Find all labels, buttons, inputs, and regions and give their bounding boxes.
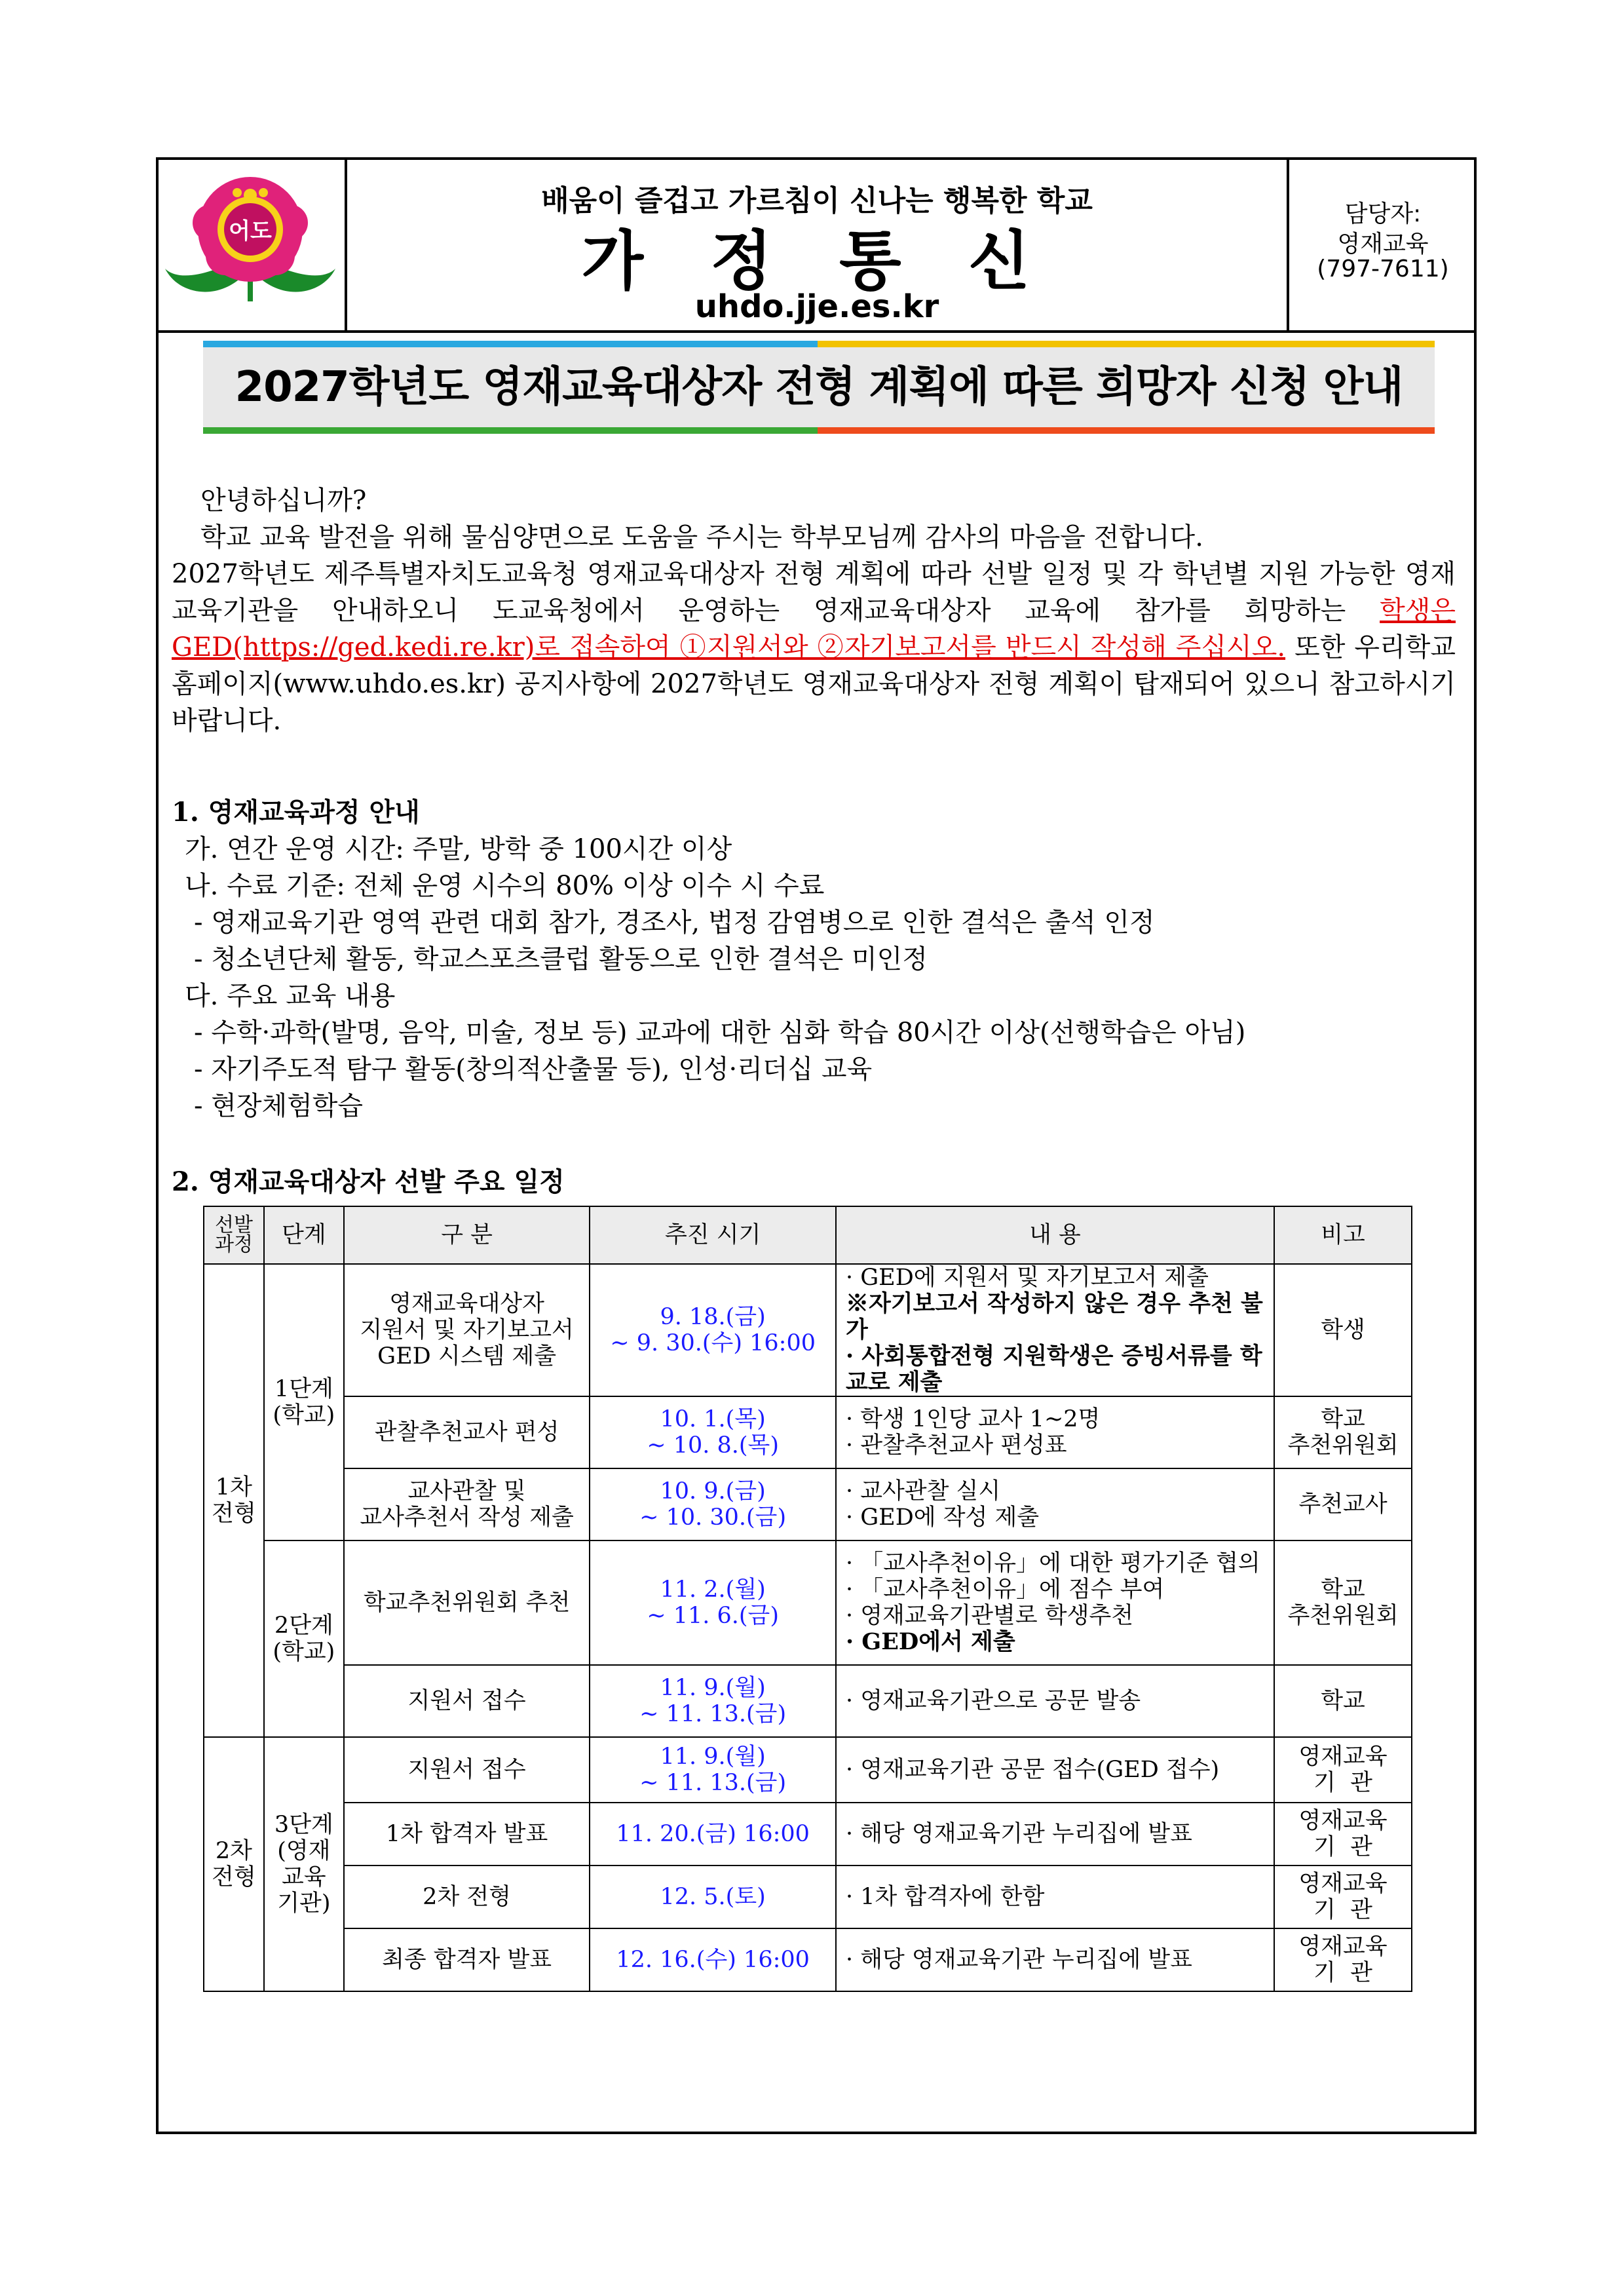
date-cell: 10. 1.(목) ~ 10. 8.(목) (590, 1396, 836, 1468)
section1-title: 1. 영재교육과정 안내 (172, 797, 420, 828)
intro-para-highlight: 학생은 GED(https://ged.kedi.re.kr)로 접속하여 ①지원서와 ②자기보고서를 반드시 작성해 주십시오. (172, 596, 1456, 662)
step-cell: 3단계 (영재 교육 기관) (264, 1737, 344, 1991)
greeting: 안녕하십니까? (200, 486, 367, 516)
date-cell: 9. 18.(금) ~ 9. 30.(수) 16:00 (590, 1264, 836, 1396)
note-cell: 영재교육 기 관 (1274, 1737, 1412, 1803)
content-cell: · 해당 영재교육기관 누리집에 발표 (836, 1803, 1274, 1866)
division-cell: 영재교육대상자 지원서 및 자기보고서 GED 시스템 제출 (344, 1264, 590, 1396)
date-cell: 11. 2.(월) ~ 11. 6.(금) (590, 1540, 836, 1665)
table-row (204, 1468, 1412, 1540)
content-cell: · 해당 영재교육기관 누리집에 발표 (836, 1928, 1274, 1991)
note-cell: 학교 추천위원회 (1274, 1396, 1412, 1468)
notice-banner: 2027학년도 영재교육대상자 전형 계획에 따른 희망자 신청 안내 (203, 347, 1435, 427)
section1-line: 나. 수료 기준: 전체 운영 시수의 80% 이상 이수 시 수료 (185, 871, 825, 901)
note-cell: 학교 추천위원회 (1274, 1540, 1412, 1665)
date-cell: 11. 20.(금) 16:00 (590, 1803, 836, 1866)
note-cell: 영재교육 기 관 (1274, 1803, 1412, 1866)
header-cell: 구 분 (344, 1206, 590, 1264)
note-cell: 학생 (1274, 1264, 1412, 1396)
header-cell: 비고 (1274, 1206, 1412, 1264)
school-url: uhdo.jje.es.kr (694, 288, 939, 325)
division-cell: 1차 합격자 발표 (344, 1803, 590, 1866)
note-cell: 영재교육 기 관 (1274, 1866, 1412, 1928)
stage-cell: 2차 전형 (204, 1737, 264, 1991)
division-cell: 관찰추천교사 편성 (344, 1396, 590, 1468)
content-line: ※자기보고서 작성하지 않은 경우 추천 불가 (845, 1290, 1263, 1343)
school-logo (156, 157, 347, 330)
content-line: · 교사관찰 실시 (845, 1478, 1001, 1504)
school-slogan: 배움이 즐겁고 가르침이 신나는 행복한 학교 (541, 184, 1093, 218)
section1-line: 다. 주요 교육 내용 (185, 981, 396, 1011)
section1-line: - 현장체험학습 (194, 1091, 364, 1121)
date-cell: 10. 9.(금) ~ 10. 30.(금) (590, 1468, 836, 1540)
table-row (204, 1866, 1412, 1928)
header-cell: 내 용 (836, 1206, 1274, 1264)
bottom-bar-orange (818, 427, 1435, 434)
top-bar-yellow (818, 341, 1435, 347)
section1-line: - 영재교육기관 영역 관련 대회 참가, 경조사, 법정 감염병으로 인한 결석은 출석 인정 (194, 908, 1155, 938)
contact-dept: 영재교육 (1337, 231, 1429, 258)
content-cell (836, 1468, 1274, 1540)
header-cell: 선발 과정 (204, 1206, 264, 1264)
content-cell: · 1차 합격자에 한함 (836, 1866, 1274, 1928)
content-line: · 사회통합전형 지원학생은 증빙서류를 학교로 제출 (845, 1343, 1262, 1396)
date-cell: 11. 9.(월) ~ 11. 13.(금) (590, 1665, 836, 1737)
step-cell: 1단계 (학교) (264, 1264, 344, 1540)
content-line: · 관찰추천교사 편성표 (845, 1432, 1067, 1459)
logo-text: 어도 (229, 218, 272, 244)
stage-cell: 1차 전형 (204, 1264, 264, 1737)
content-line: · 영재교육기관별로 학생추천 (845, 1603, 1134, 1629)
section1-line: 가. 연간 운영 시간: 주말, 방학 중 100시간 이상 (185, 834, 732, 864)
section1-line: - 청소년단체 활동, 학교스포츠클럽 활동으로 인한 결석은 미인정 (194, 944, 928, 974)
step-cell: 2단계 (학교) (264, 1540, 344, 1737)
table-row (204, 1928, 1412, 1991)
page-title: 가 정 통 신 (581, 224, 1053, 299)
content-line: · GED에 지원서 및 자기보고서 제출 (845, 1265, 1209, 1291)
content-line: · 「교사추천이유」에 대한 평가기준 협의 (845, 1550, 1260, 1577)
note-cell: 추천교사 (1274, 1468, 1412, 1540)
content-cell (836, 1540, 1274, 1665)
division-cell: 2차 전형 (344, 1866, 590, 1928)
content-cell: · 영재교육기관으로 공문 발송 (836, 1665, 1274, 1737)
table-row (204, 1396, 1412, 1468)
section1-line: - 수학·과학(발명, 음악, 미술, 정보 등) 교과에 대한 심화 학습 80시간 이상(선행학습은 아님) (194, 1018, 1246, 1048)
division-cell: 지원서 접수 (344, 1665, 590, 1737)
section1-line: - 자기주도적 탐구 활동(창의적산출물 등), 인성·리더십 교육 (194, 1054, 873, 1084)
table-row (204, 1540, 1412, 1665)
contact-box (1287, 157, 1477, 330)
date-cell: 12. 5.(토) (590, 1866, 836, 1928)
content-line: · 학생 1인당 교사 1~2명 (845, 1406, 1101, 1432)
intro-paragraph (172, 556, 1456, 739)
date-cell: 12. 16.(수) 16:00 (590, 1928, 836, 1991)
table-row (204, 1264, 1412, 1396)
division-cell: 교사관찰 및 교사추천서 작성 제출 (344, 1468, 590, 1540)
intro-para-start: 2027학년도 제주특별자치도교육청 영재교육대상자 전형 계획에 따라 선발 일정 및 각 학년별 지원 가능한 영재교육기관을 안내하오니 도교육청에서 운영하는 영재교육대상자 교육에 참가를 희망하는 (172, 559, 1456, 626)
date-cell: 11. 9.(월) ~ 11. 13.(금) (590, 1737, 836, 1803)
content-line: · GED에서 제출 (845, 1628, 1015, 1655)
division-cell: 지원서 접수 (344, 1737, 590, 1803)
content-line: · GED에 작성 제출 (845, 1504, 1040, 1531)
newsletter-header (156, 157, 1477, 333)
bottom-bar-green (203, 427, 818, 434)
note-cell: 영재교육 기 관 (1274, 1928, 1412, 1991)
table-header-row (204, 1206, 1412, 1264)
contact-label: 담당자: (1344, 201, 1422, 227)
intro-para-end: 또한 우리학교 홈페이지(www.uhdo.es.kr) 공지사항에 2027학년도 영재교육대상자 전형 계획이 탑재되어 있으니 참고하시기 바랍니다. (172, 632, 1456, 736)
content-cell (836, 1264, 1274, 1396)
table-row (204, 1665, 1412, 1737)
content-line: · 「교사추천이유」에 점수 부여 (845, 1577, 1165, 1603)
table-row (204, 1737, 1412, 1803)
table-row (204, 1803, 1412, 1866)
content-cell: · 영재교육기관 공문 접수(GED 접수) (836, 1737, 1274, 1803)
header-cell: 추진 시기 (590, 1206, 836, 1264)
schedule-table (203, 1206, 1412, 1992)
top-bar-blue (203, 341, 818, 347)
division-cell: 최종 합격자 발표 (344, 1928, 590, 1991)
content-cell (836, 1396, 1274, 1468)
header-cell: 단계 (264, 1206, 344, 1264)
intro-line: 학교 교육 발전을 위해 물심양면으로 도움을 주시는 학부모님께 감사의 마음을 전합니다. (200, 522, 1203, 552)
note-cell: 학교 (1274, 1665, 1412, 1737)
contact-phone: (797-7611) (1317, 256, 1449, 282)
division-cell: 학교추천위원회 추천 (344, 1540, 590, 1665)
section2-title: 2. 영재교육대상자 선발 주요 일정 (172, 1166, 565, 1197)
